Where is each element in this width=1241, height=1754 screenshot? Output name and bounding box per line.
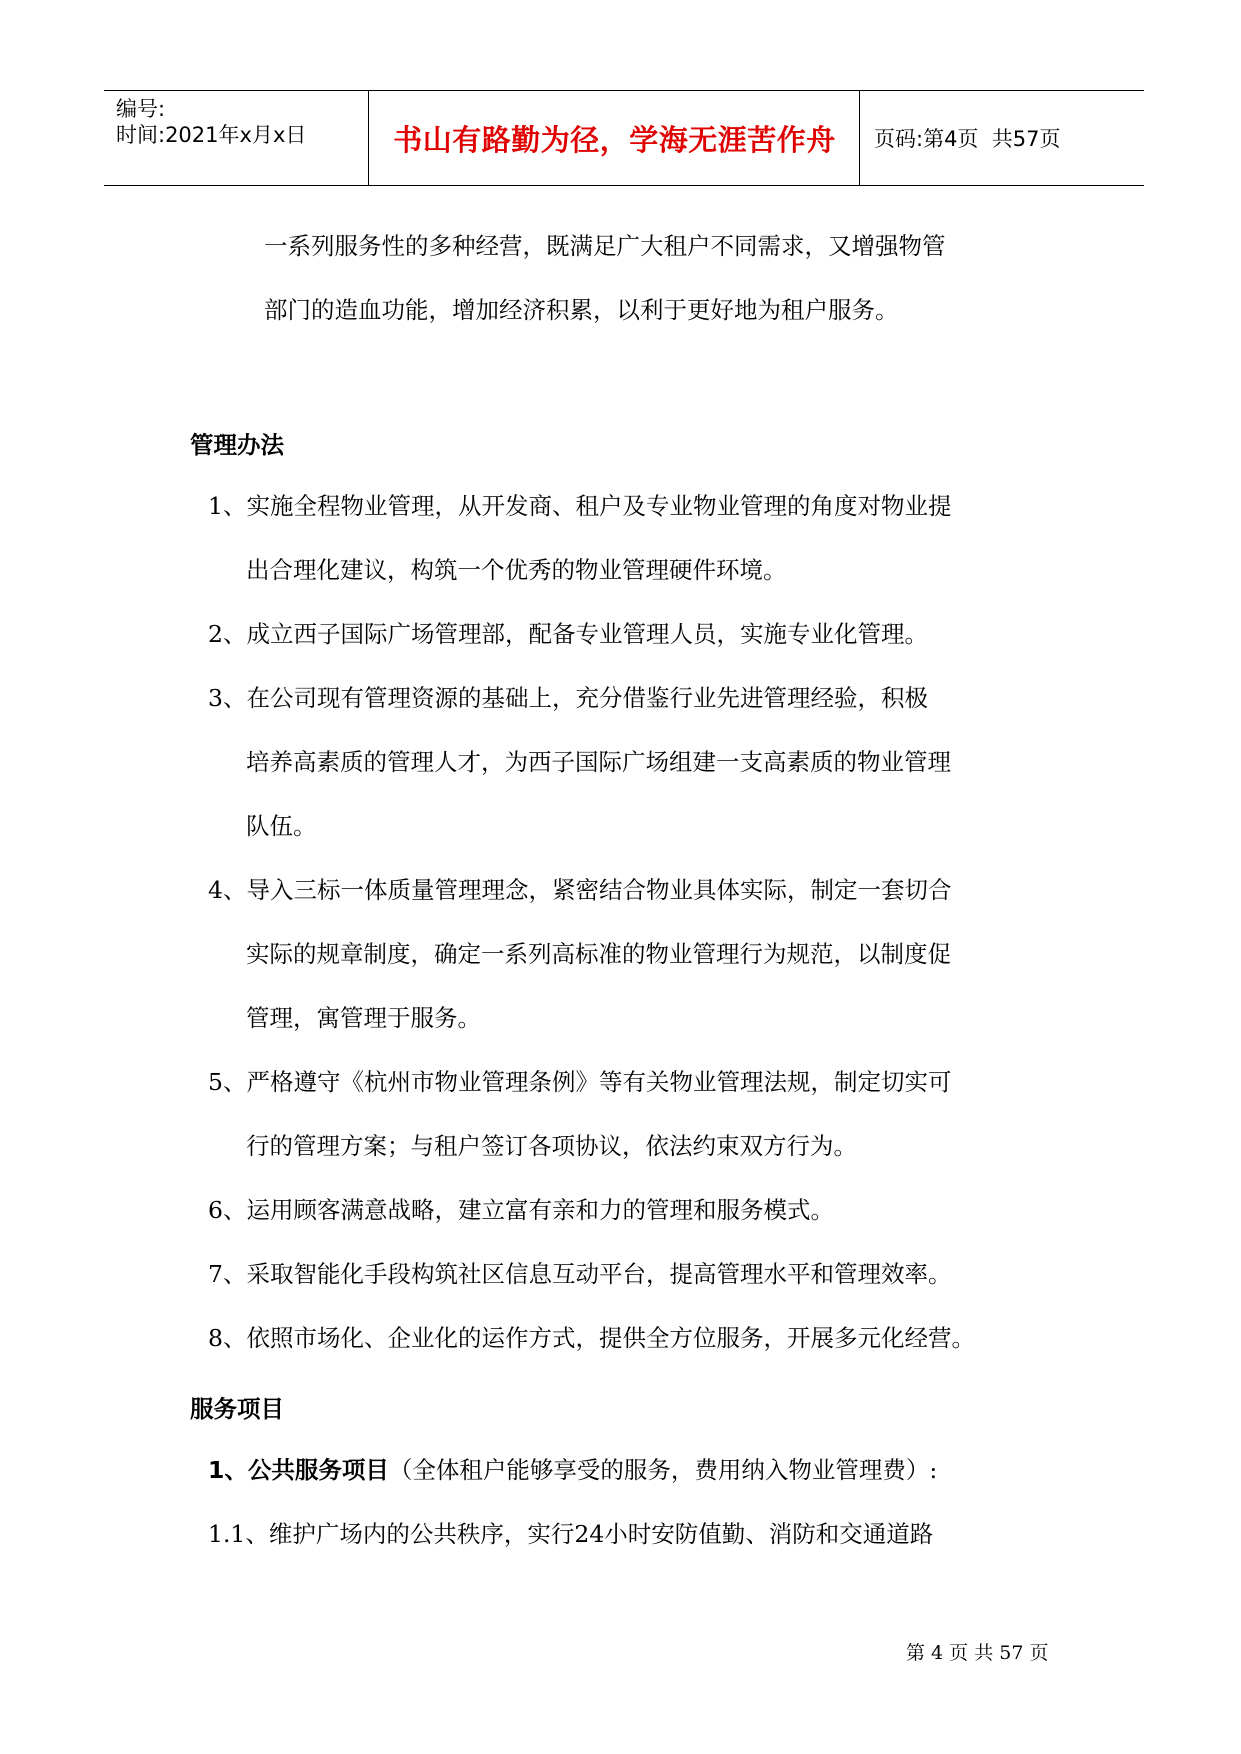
management-item-4-line-1: 4、导入三标一体质量管理理念，紧密结合物业具体实际，制定一套切合 xyxy=(208,876,952,904)
management-item-5-line-1: 5、严格遵守《杭州市物业管理条例》等有关物业管理法规，制定切实可 xyxy=(208,1068,952,1096)
management-item-7: 7、采取智能化手段构筑社区信息互动平台，提高管理水平和管理效率。 xyxy=(208,1260,952,1288)
management-item-6: 6、运用顾客满意战略，建立富有亲和力的管理和服务模式。 xyxy=(208,1196,834,1224)
header-divider-left xyxy=(368,91,369,185)
management-item-1-line-1: 1、实施全程物业管理，从开发商、租户及专业物业管理的角度对物业提 xyxy=(208,492,952,520)
management-item-3-line-2: 培养高素质的管理人才，为西子国际广场组建一支高素质的物业管理 xyxy=(246,748,951,776)
header-page-number xyxy=(874,91,1061,185)
document-code-label: 编号: xyxy=(116,97,166,121)
header-divider-right xyxy=(859,91,860,185)
section-title-services: 服务项目 xyxy=(190,1395,284,1423)
page-footer: 第 4 页 共 57 页 xyxy=(906,1642,1049,1664)
intro-line-2: 部门的造血功能，增加经济积累，以利于更好地为租户服务。 xyxy=(264,296,899,324)
service-item-1-note: （全体租户能够享受的服务，费用纳入物业管理费）: xyxy=(388,1456,938,1484)
management-item-3-line-1: 3、在公司现有管理资源的基础上，充分借鉴行业先进管理经验，积极 xyxy=(208,684,928,712)
header-motto: 书山有路勤为径，学海无涯苦作舟 xyxy=(393,122,836,157)
service-item-1-1: 1.1、维护广场内的公共秩序，实行24小时安防值勤、消防和交通道路 xyxy=(208,1520,934,1548)
header-meta xyxy=(116,91,366,185)
service-item-1 xyxy=(208,1456,937,1484)
management-item-3-line-3: 队伍。 xyxy=(246,812,317,840)
management-item-4-line-2: 实际的规章制度，确定一系列高标准的物业管理行为规范，以制度促 xyxy=(246,940,951,968)
management-item-1-line-2: 出合理化建议，构筑一个优秀的物业管理硬件环境。 xyxy=(246,556,787,584)
management-item-5-line-2: 行的管理方案；与租户签订各项协议，依法约束双方行为。 xyxy=(246,1132,857,1160)
management-item-2: 2、成立西子国际广场管理部，配备专业管理人员，实施专业化管理。 xyxy=(208,620,928,648)
intro-line-1: 一系列服务性的多种经营，既满足广大租户不同需求，又增强物管 xyxy=(264,232,946,260)
document-time-label: 时间:2021年x月x日 xyxy=(116,123,307,147)
management-item-8: 8、依照市场化、企业化的运作方式，提供全方位服务，开展多元化经营。 xyxy=(208,1324,975,1352)
section-title-management: 管理办法 xyxy=(190,431,284,459)
service-item-1-title: 1、公共服务项目 xyxy=(208,1456,389,1484)
page-header xyxy=(104,90,1144,186)
header-page-label: 页码:第4页 共57页 xyxy=(874,127,1061,151)
management-item-4-line-3: 管理，寓管理于服务。 xyxy=(246,1004,481,1032)
